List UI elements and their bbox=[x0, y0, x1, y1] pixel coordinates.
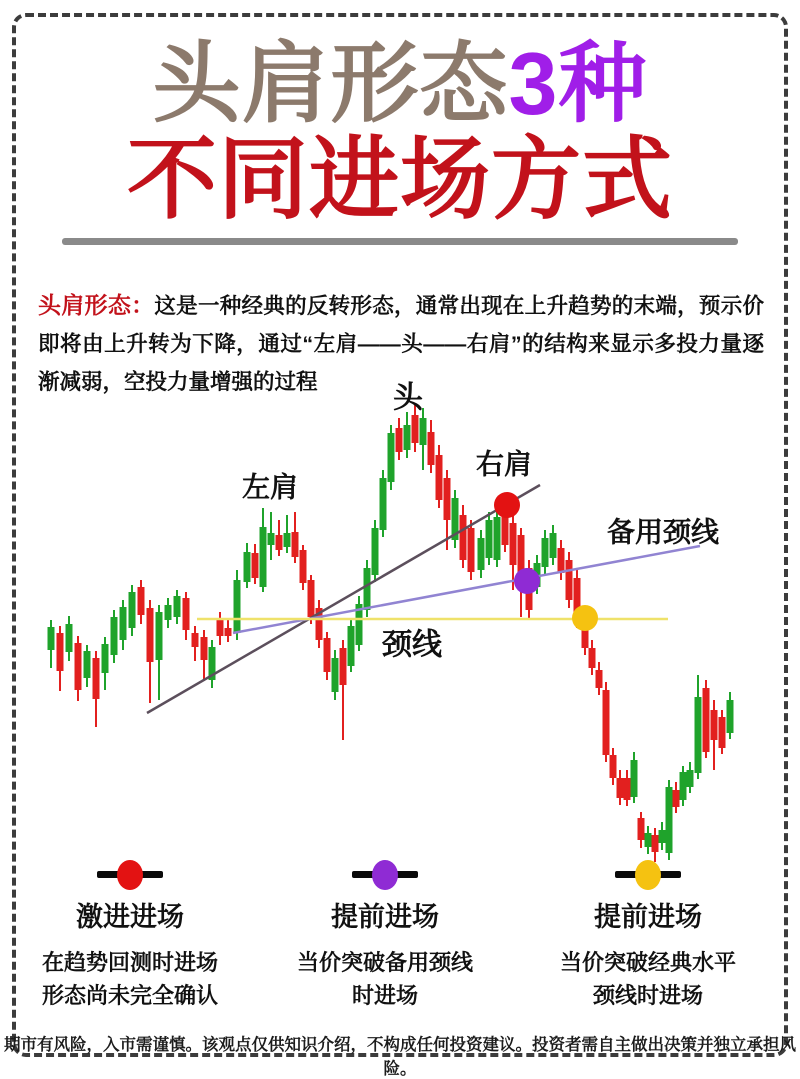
candle-body bbox=[93, 658, 100, 699]
alt-neckline-entry-dot bbox=[514, 568, 540, 594]
neckline-entry-dot bbox=[572, 605, 598, 631]
candle-body bbox=[260, 527, 267, 587]
candle-body bbox=[111, 617, 118, 655]
candle-body bbox=[234, 580, 241, 633]
legend-description bbox=[255, 946, 515, 1012]
candle-body bbox=[183, 598, 190, 630]
entry-marker-yellow bbox=[518, 858, 778, 892]
candle-body bbox=[666, 787, 673, 853]
legend-desc-line: 时进场 bbox=[351, 983, 418, 1008]
candle-body bbox=[486, 520, 493, 558]
legend-item-alt-neckline bbox=[255, 858, 515, 1012]
legend-desc-line: 当价突破经典水平 bbox=[559, 950, 736, 975]
legend-desc-line: 当价突破备用颈线 bbox=[296, 950, 473, 975]
purple-entry-dot-icon bbox=[372, 860, 398, 890]
aggressive-entry-dot bbox=[494, 492, 520, 518]
candle-body bbox=[687, 770, 694, 787]
candle-body bbox=[396, 428, 403, 452]
legend-item-aggressive bbox=[0, 858, 260, 1012]
candle-body bbox=[624, 778, 631, 800]
right-shoulder-label: 右肩 bbox=[475, 448, 533, 480]
candle-body bbox=[617, 778, 624, 798]
candle-body bbox=[217, 618, 224, 636]
candle-body bbox=[444, 478, 451, 520]
candle-body bbox=[225, 628, 232, 636]
candle-body bbox=[364, 568, 371, 610]
candle-body bbox=[673, 790, 680, 807]
candle-body bbox=[300, 550, 307, 583]
legend-title: 提前进场 bbox=[594, 902, 702, 932]
candle-body bbox=[652, 835, 659, 852]
legend-desc-line: 颈线时进场 bbox=[592, 983, 703, 1008]
candle-body bbox=[468, 528, 475, 572]
entry-marker-purple bbox=[255, 858, 515, 892]
candle-body bbox=[66, 624, 73, 652]
candle-body bbox=[412, 415, 419, 443]
candle-body bbox=[610, 755, 617, 778]
candle-body bbox=[478, 538, 485, 570]
candle-body bbox=[596, 670, 603, 688]
legend-desc-line: 在趋势回测时进场 bbox=[41, 950, 218, 975]
legend-description bbox=[0, 946, 260, 1012]
candle-body bbox=[201, 637, 208, 660]
legend-title: 提前进场 bbox=[331, 902, 439, 932]
candle-body bbox=[645, 833, 652, 847]
intro-lead: 头肩形态： bbox=[38, 292, 155, 318]
legend-item-neckline bbox=[518, 858, 778, 1012]
candle-body bbox=[542, 538, 549, 567]
legend-description bbox=[518, 946, 778, 1012]
legend-desc-line: 形态尚未完全确认 bbox=[41, 983, 218, 1008]
candle-body bbox=[147, 608, 154, 662]
candle-body bbox=[120, 607, 127, 640]
candle-body bbox=[659, 830, 666, 843]
candle-body bbox=[589, 648, 596, 668]
candle-body bbox=[380, 478, 387, 530]
candle-body bbox=[711, 710, 718, 740]
legend-title: 激进进场 bbox=[76, 902, 184, 932]
alt-neckline-label: 备用颈线 bbox=[606, 516, 720, 548]
entry-marker-red bbox=[0, 858, 260, 892]
candle-body bbox=[332, 658, 339, 692]
candle-body bbox=[550, 533, 557, 558]
candle-body bbox=[84, 651, 91, 678]
title-line2: 不同进场方式 bbox=[127, 130, 673, 230]
candle-body bbox=[388, 433, 395, 482]
candle-body bbox=[192, 633, 199, 647]
title-separator-line bbox=[62, 238, 738, 245]
candle-body bbox=[348, 626, 355, 666]
candle-body bbox=[174, 596, 181, 617]
candle-body bbox=[292, 532, 299, 557]
title-text-purple: 3种 bbox=[508, 34, 648, 133]
candle-body bbox=[727, 700, 734, 733]
page-title bbox=[0, 36, 800, 228]
intro-body: 这是一种经典的反转形态，通常出现在上升趋势的末端，预示价即将由上升转为下降，通过“左肩——头——右肩”的结构来显示多投力量逐渐减弱，空投力量增强的过程 bbox=[38, 294, 764, 394]
candle-body bbox=[436, 455, 443, 500]
candle-body bbox=[603, 690, 610, 755]
title-line1 bbox=[0, 36, 800, 132]
left-shoulder-label: 左肩 bbox=[241, 471, 299, 503]
candle-body bbox=[460, 515, 467, 560]
red-entry-dot-icon bbox=[117, 860, 143, 890]
candle-body bbox=[244, 552, 251, 582]
candle-body bbox=[695, 697, 702, 773]
candle-body bbox=[156, 612, 163, 660]
candle-body bbox=[252, 553, 259, 578]
candle-body bbox=[48, 627, 55, 650]
candle-body bbox=[510, 523, 517, 565]
risk-disclaimer: 期市有风险，入市需谨慎。该观点仅供知识介绍，不构成任何投资建议。投资者需自主做出决策并独立承担风险。 bbox=[4, 1036, 796, 1078]
candle-body bbox=[703, 688, 710, 752]
candle-body bbox=[75, 643, 82, 690]
intro-paragraph bbox=[38, 286, 764, 401]
candle-body bbox=[340, 648, 347, 685]
candle-body bbox=[719, 717, 726, 748]
neckline-label: 颈线 bbox=[382, 628, 442, 662]
candle-body bbox=[308, 580, 315, 617]
candle-body bbox=[129, 592, 136, 628]
candle-body bbox=[372, 528, 379, 575]
candle-body bbox=[631, 760, 638, 797]
candle-body bbox=[566, 560, 573, 600]
candle-body bbox=[404, 425, 411, 450]
candle-body bbox=[284, 533, 291, 547]
head-label: 头 bbox=[393, 381, 423, 415]
candle-body bbox=[268, 533, 275, 545]
candle-body bbox=[324, 638, 331, 672]
candle-body bbox=[57, 633, 64, 671]
candle-body bbox=[102, 644, 109, 673]
candle-body bbox=[428, 432, 435, 465]
candle-body bbox=[165, 605, 172, 620]
candle-body bbox=[680, 772, 687, 800]
candle-body bbox=[558, 548, 565, 573]
candle-body bbox=[420, 418, 427, 445]
candle-body bbox=[638, 818, 645, 840]
candle-body bbox=[276, 535, 283, 550]
title-text-brown: 头肩形态 bbox=[152, 34, 509, 133]
candle-body bbox=[138, 587, 145, 615]
yellow-entry-dot-icon bbox=[635, 860, 661, 890]
candle-body bbox=[494, 517, 501, 560]
